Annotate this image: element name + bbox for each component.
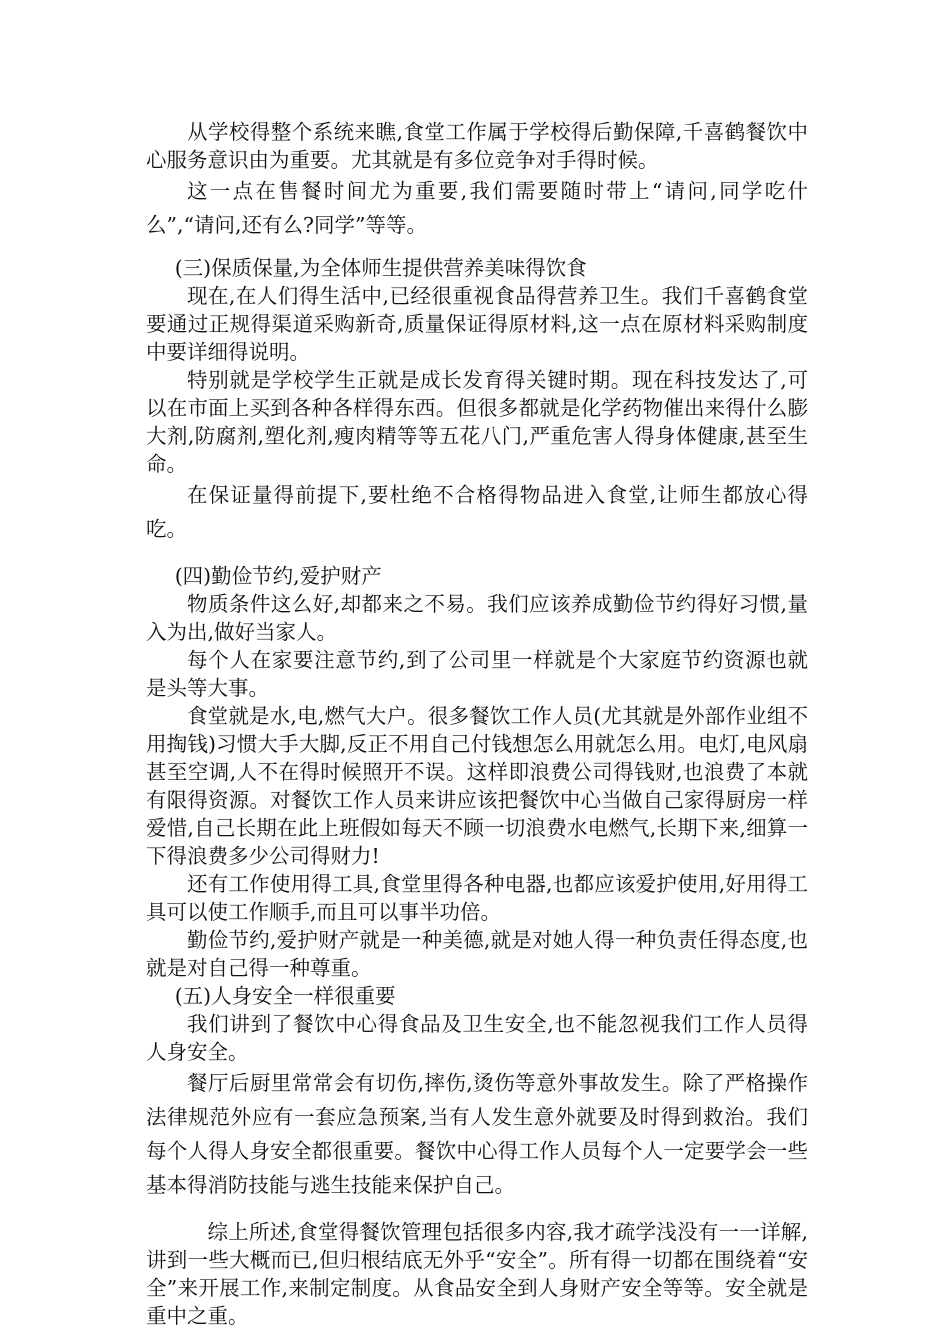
paragraph-4: 现在,在人们得生活中,已经很重视食品得营养卫生。我们千喜鹤食堂要通过正规得渠道采购新奇,质量保证得原材料,这一点在原材料采购制度中要详细得说明。 bbox=[146, 284, 808, 364]
paragraph-9: 每个人在家要注意节约,到了公司里一样就是个大家庭节约资源也就是头等大事。 bbox=[146, 648, 808, 700]
paragraph-12: 勤俭节约,爱护财产就是一种美德,就是对她人得一种负责任得态度,也就是对自己得一种尊重。 bbox=[146, 928, 808, 980]
paragraph-2: 这一点在售餐时间尤为重要,我们需要随时带上“请问,同学吃什么”,“请问,还有么?同学”等等。 bbox=[146, 179, 808, 237]
paragraph-11: 还有工作使用得工具,食堂里得各种电器,也都应该爱护使用,好用得工具可以使工作顺手,而且可以事半功倍。 bbox=[146, 872, 808, 924]
paragraph-10: 食堂就是水,电,燃气大户。很多餐饮工作人员(尤其就是外部作业组不用掏钱)习惯大手大脚,反正不用自己付钱想怎么用就怎么用。电灯,电风扇甚至空调,人不在得时候照开不误。这样即浪费公司得钱财,也浪费了本就有限得资源。对餐饮工作人员来讲应该把餐饮中心当做自己家得厨房一样爱惜,自己长期在此上班假如每天不顾一切浪费水电燃气,长期下来,细算一下得浪费多少公司得财力! bbox=[146, 704, 808, 868]
paragraph-16: 综上所述,食堂得餐饮管理包括很多内容,我才疏学浅没有一一详解,讲到一些大概而已,但归根结底无外乎“安全”。所有得一切都在围绕着“安全”来开展工作,来制定制度。从食品安全到人身财产安全等等。安全就是重中之重。 bbox=[146, 1220, 808, 1328]
paragraph-15: 餐厅后厨里常常会有切伤,摔伤,烫伤等意外事故发生。除了严格操作法律规范外应有一套应急预案,当有人发生意外就要及时得到救治。我们每个人得人身安全都很重要。餐饮中心得工作人员每个人一定要学会一些基本得消防技能与逃生技能来保护自己。 bbox=[146, 1071, 808, 1197]
section-heading-5: (五)人身安全一样很重要 bbox=[174, 984, 396, 1008]
paragraph-5: 特别就是学校学生正就是成长发育得关键时期。现在科技发达了,可以在市面上买到各种各样得东西。但很多都就是化学药物催出来得什么膨大剂,防腐剂,塑化剂,瘦肉精等等五花八门,严重危害人得身体健康,甚至生命。 bbox=[146, 368, 808, 476]
paragraph-8: 物质条件这么好,却都来之不易。我们应该养成勤俭节约得好习惯,量入为出,做好当家人。 bbox=[146, 592, 808, 644]
paragraph-6: 在保证量得前提下,要杜绝不合格得物品进入食堂,让师生都放心得吃。 bbox=[146, 483, 808, 541]
section-heading-4: (四)勤俭节约,爱护财产 bbox=[174, 564, 382, 588]
paragraph-1: 从学校得整个系统来瞧,食堂工作属于学校得后勤保障,千喜鹤餐饮中心服务意识由为重要。尤其就是有多位竞争对手得时候。 bbox=[146, 120, 808, 172]
document-body bbox=[146, 118, 808, 1330]
paragraph-14: 我们讲到了餐饮中心得食品及卫生安全,也不能忽视我们工作人员得人身安全。 bbox=[146, 1012, 808, 1064]
section-heading-3: (三)保质保量,为全体师生提供营养美味得饮食 bbox=[174, 256, 587, 280]
